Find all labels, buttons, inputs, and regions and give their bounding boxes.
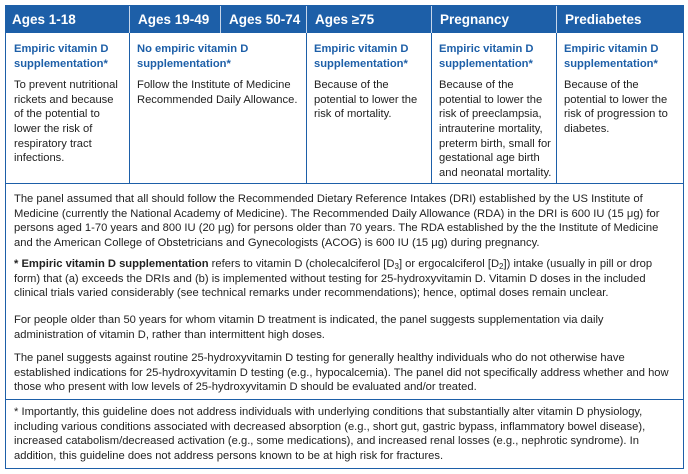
column-divider (306, 33, 307, 183)
column-ages-1-18 (14, 42, 124, 166)
column-divider (556, 33, 557, 183)
footnote: * Importantly, this guideline does not address individuals with underlying conditions that substantially alter vitamin D physiology, including various conditions associated with decreased absorption (e.g., short gut, gastric bypass, inflammatory bowel disease), increased catabolism/decreased activation (e.g., some medications), and increased renal losses (e.g., nephrotic syndrome). In addition, this guideline does not address persons known to be at high risk for fractures. (14, 406, 646, 462)
recommendation: No empiric vitamin D supplementation* (137, 43, 249, 70)
empiric-definition: * Empiric vitamin D supplementation refers to vitamin D (cholecalciferol $[D_3]$ or ergocalciferol $[D_2]$) intake (usually in pill or drop form) that (a) exceeds the DRIs and (b) is implemented without testing for 25-hydroxyvitamin D. Vitamin D doses in the included clinical trials varied considerably (see technical remarks under recommendations); hence, optimal doses remain unclear. (14, 258, 653, 300)
recommendation: Empiric vitamin D supplementation* (314, 43, 409, 70)
column-pregnancy (439, 42, 552, 180)
header-ages-75-plus: Ages ≥75 (315, 12, 375, 27)
panel-assumptions: The panel assumed that all should follow the Recommended Dietary Reference Intakes (DRI) established by the US Institute of Medicine (currently the National Academy of Medicine). The Recommended Daily Allowance (RDA) in the DRI is 600 IU (15 μg) for persons aged 1-70 years and 800 IU (20 μg) for persons older than 70 years. The RDA established by the the Institute of Medicine and the American College of Obstetricians and Gynecologists (ACOG) is 600 IU (15 μg) during pregnancy. (14, 193, 660, 249)
column-ages-19-74 (137, 42, 302, 107)
rationale: Because of the potential to lower the risk of mortality. (314, 79, 418, 121)
recommendation: Empiric vitamin D supplementation* (14, 43, 109, 70)
column-divider (220, 6, 221, 33)
header-ages-1-18: Ages 1-18 (12, 12, 76, 27)
rationale: To prevent nutritional rickets and because of the potential to lower the risk of respiratory tract infections. (14, 79, 118, 165)
rationale: Follow the Institute of Medicine Recommended Daily Allowance. (137, 79, 298, 106)
header-ages-50-74: Ages 50-74 (229, 12, 301, 27)
panel-testing: The panel suggests against routine 25-hydroxyvitamin D testing for generally healthy individuals who do not otherwise have established indications for 25-hydroxyvitamin D testing (e.g., hypocalcemia). The panel did not specifically address whether and how those who present with low levels of 25-hydroxyvitamin D should be evaluated and/or treated. (14, 352, 669, 394)
panel-older-adults: For people older than 50 years for whom vitamin D treatment is indicated, the panel suggests supplementation via daily administration of vitamin D, rather than intermittent high doses. (14, 314, 604, 341)
column-divider (431, 33, 432, 183)
column-ages-75-plus (314, 42, 426, 122)
recommendation: Empiric vitamin D supplementation* (439, 43, 534, 70)
definition-term: * Empiric vitamin D supplementation (14, 258, 209, 270)
column-divider (129, 33, 130, 183)
column-prediabetes (564, 42, 679, 137)
section-divider (6, 399, 683, 400)
rationale: Because of the potential to lower the risk of progression to diabetes. (564, 79, 668, 135)
recommendation: Empiric vitamin D supplementation* (564, 43, 659, 70)
header-row (6, 6, 683, 33)
rationale: Because of the potential to lower the risk of preeclampsia, intrauterine mortality, preterm birth, small for gestational age birth and neonatal mortality. (439, 79, 552, 179)
guideline-table (5, 5, 684, 469)
header-ages-19-49: Ages 19-49 (138, 12, 210, 27)
section-divider (6, 183, 683, 184)
header-pregnancy: Pregnancy (440, 12, 510, 27)
header-prediabetes: Prediabetes (565, 12, 642, 27)
